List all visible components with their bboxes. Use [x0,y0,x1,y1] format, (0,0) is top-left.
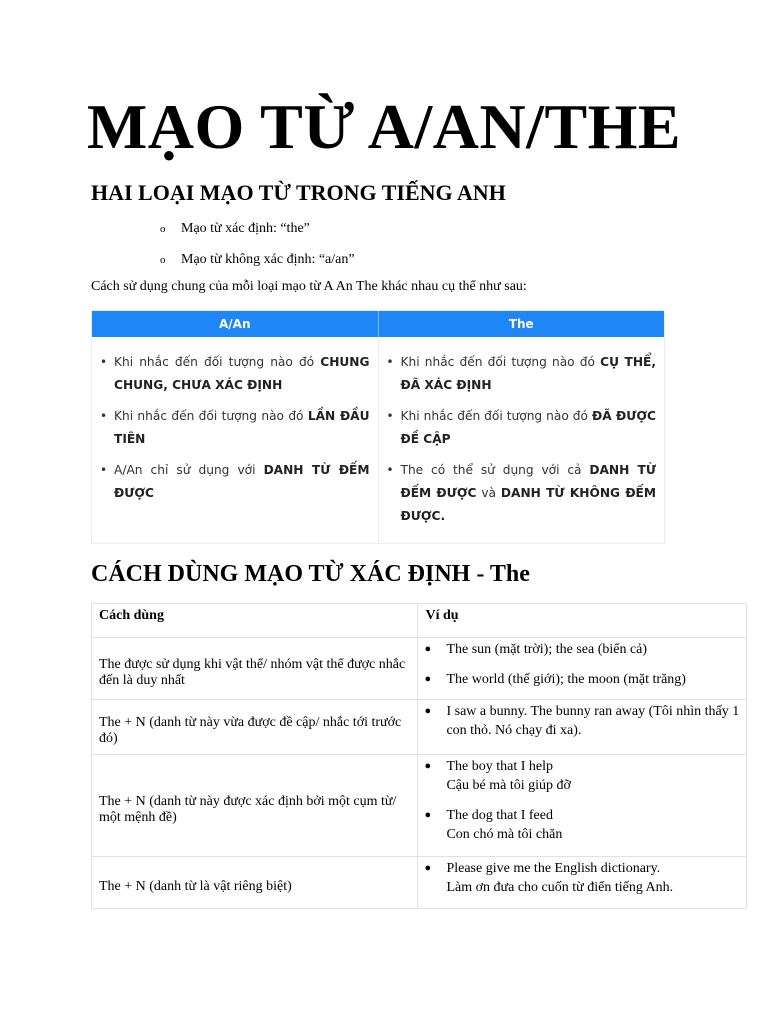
list-item: • A/An chỉ sử dụng với DANH TỪ ĐẾM ĐƯỢC [100,459,370,505]
list-item-text: Mạo từ xác định: “the” [181,221,310,236]
comparison-header [92,311,664,337]
section-heading-article-types: HAI LOẠI MẠO TỪ TRONG TIẾNG ANH [91,180,506,205]
list-item: ● I saw a bunny. The bunny ran away (Tôi nhìn thấy 1 con thỏ. Nó chạy đi xa). [424,704,740,738]
usage-cell: The + N (danh từ là vật riêng biệt) [92,857,418,909]
example-cell [418,638,747,700]
list-item: • Khi nhắc đến đối tượng nào đó CHUNG CHUNG, CHƯA XÁC ĐỊNH [100,351,370,397]
bullet-icon: ● [424,760,432,772]
example-cell [418,857,747,909]
list-item: ● Please give me the English dictionary. Làm ơn đưa cho cuốn từ điển tiếng Anh. [424,861,674,895]
bullet-icon: ● [424,705,432,717]
list-item: ● The boy that I help Cậu bé mà tôi giúp đỡ [424,759,571,793]
table-row [92,700,747,755]
comparison-table [91,310,665,544]
bullet-icon: • [386,409,394,423]
column-header-usage: Cách dùng [92,604,418,638]
list-item: ● The world (thế giới); the moon (mặt trăng) [424,672,686,687]
column-header-the: The [508,317,534,331]
usage-cell: The được sử dụng khi vật thể/ nhóm vật thể được nhắc đến là duy nhất [92,638,418,700]
example-cell [418,755,747,857]
intro-paragraph: Cách sử dụng chung của mỗi loại mạo từ A An The khác nhau cụ thể như sau: [91,279,527,294]
list-item: • Khi nhắc đến đối tượng nào đó ĐÃ ĐƯỢC ĐỀ CẬP [387,405,657,451]
table-row [92,755,747,857]
bullet-icon: ● [424,809,432,821]
list-item [160,250,355,281]
bullet-icon: ● [424,673,432,685]
bullet-icon: ● [424,643,432,655]
list-item: ● The sun (mặt trời); the sea (biển cả) [424,642,648,657]
circle-bullet-icon: o [160,223,166,235]
table-header-row [92,604,747,638]
bullet-icon: • [100,463,108,477]
circle-bullet-icon: o [160,254,166,266]
bullet-icon: • [100,409,108,423]
list-item: • Khi nhắc đến đối tượng nào đó LẦN ĐẦU TIÊN [100,405,370,451]
bullet-icon: • [100,355,108,369]
list-item: • Khi nhắc đến đối tượng nào đó CỤ THỂ, ĐÃ XÁC ĐỊNH [387,351,657,397]
list-item-text: Mạo từ không xác định: “a/an” [181,252,355,267]
bullet-icon: • [386,463,394,477]
list-item: • The có thể sử dụng với cả DANH TỪ ĐẾM ĐƯỢC và DANH TỪ KHÔNG ĐẾM ĐƯỢC. [387,459,657,528]
column-header-example: Ví dụ [418,604,747,638]
example-cell [418,700,747,755]
page-title: MẠO TỪ A/AN/THE [86,91,682,162]
table-row [92,857,747,909]
table-row [92,638,747,700]
column-a-an [92,337,379,543]
column-the [379,337,665,543]
list-item: ● The dog that I feed Con chó mà tôi chăn [424,808,563,842]
usage-cell: The + N (danh từ này được xác định bởi một cụm từ/ một mệnh đề) [92,755,418,857]
column-header-a-an: A/An [92,311,379,337]
bullet-icon: ● [424,862,432,874]
section-heading-the-usage: CÁCH DÙNG MẠO TỪ XÁC ĐỊNH - The [91,561,530,587]
usage-table [91,603,747,909]
article-type-list [160,219,355,281]
bullet-icon: • [386,355,394,369]
usage-cell: The + N (danh từ này vừa được đề cập/ nhắc tới trước đó) [92,700,418,755]
list-item [160,219,355,250]
